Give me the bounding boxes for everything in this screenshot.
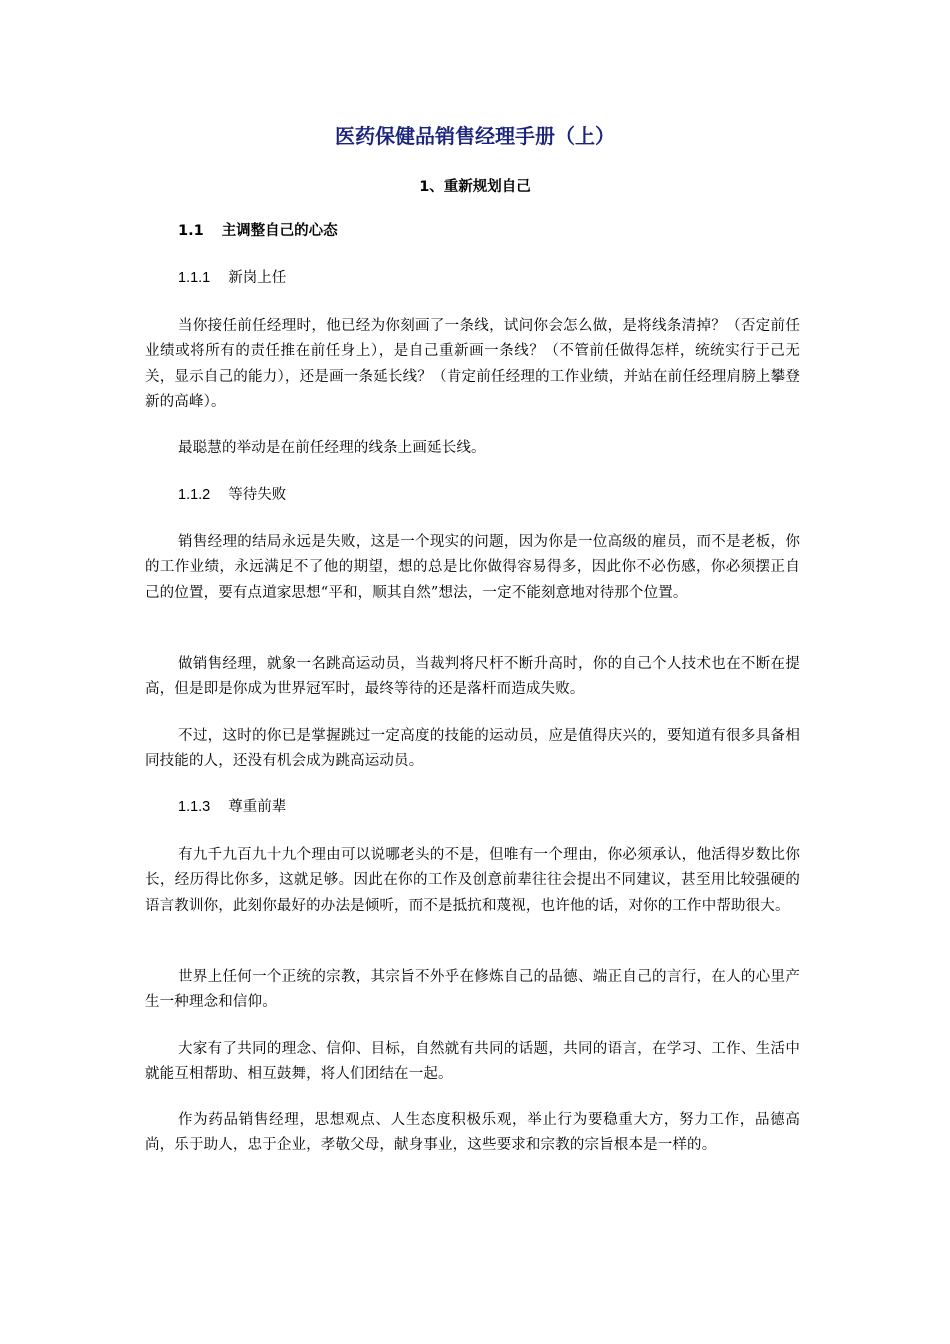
section-number: 1.1.2	[178, 487, 211, 503]
section-heading-1-1-3	[178, 796, 286, 818]
section-heading-1-1-1	[178, 267, 286, 289]
paragraph: 不过，这时的你已是掌握跳过一定高度的技能的运动员，应是值得庆兴的，要知道有很多具备相同技能的人，还没有机会成为跳高运动员。	[145, 728, 800, 770]
section-title: 新岗上任	[228, 270, 287, 286]
document-title: 医药保健品销售经理手册（上）	[335, 124, 615, 148]
paragraph: 作为药品销售经理，思想观点、人生态度积极乐观，举止行为要稳重大方，努力工作，品德高尚，乐于助人，忠于企业，孝敬父母，献身事业，这些要求和宗教的宗旨根本是一样的。	[145, 1112, 800, 1154]
section-number: 1.1.3	[178, 799, 211, 815]
section-heading-1-1-2	[178, 484, 286, 506]
paragraph: 销售经理的结局永远是失败，这是一个现实的问题，因为你是一位高级的雇员，而不是老板，你的工作业绩，永远满足不了他的期望，想的总是比你做得容易得多，因此你不必伤感，你必须摆正自己的位置，要有点道家思想“平和，顺其自然”想法，一定不能刻意地对待那个位置。	[145, 534, 800, 601]
paragraph: 最聪慧的举动是在前任经理的线条上画延长线。	[178, 440, 486, 456]
section-number: 1.1	[178, 223, 204, 239]
paragraph: 做销售经理，就象一名跳高运动员，当裁判将尺杆不断升高时，你的自己个人技术也在不断在提高，但是即是你成为世界冠军时，最终等待的还是落杆而造成失败。	[145, 656, 800, 698]
paragraph: 当你接任前任经理时，他已经为你刻画了一条线，试问你会怎么做，是将线条清掉？（否定前任业绩或将所有的责任推在前任身上），是自己重新画一条线？（不管前任做得怎样，统统实行于己无关，显示自己的能力），还是画一条延长线？（肯定前任经理的工作业绩，并站在前任经理肩膀上攀登新的高峰）。	[145, 318, 800, 410]
section-title: 等待失败	[228, 487, 287, 503]
paragraph: 有九千九百九十九个理由可以说哪老头的不是，但唯有一个理由，你必须承认，他活得岁数比你长，经历得比你多，这就足够。因此在你的工作及创意前辈往往会提出不同建议，甚至用比较强硬的语言教训你，此刻你最好的办法是倾听，而不是抵抗和蔑视，也许他的话，对你的工作中帮助很大。	[145, 847, 800, 914]
section-heading-1-1	[178, 220, 338, 242]
section-number: 1.1.1	[178, 270, 211, 286]
paragraph: 大家有了共同的理念、信仰、目标，自然就有共同的话题，共同的语言，在学习、工作、生活中就能互相帮助、相互鼓舞，将人们团结在一起。	[145, 1041, 800, 1083]
paragraph: 世界上任何一个正统的宗教，其宗旨不外乎在修炼自己的品德、端正自己的言行，在人的心里产生一种理念和信仰。	[145, 969, 800, 1011]
section-heading-1: 1、重新规划自己	[419, 179, 531, 195]
section-title: 尊重前辈	[228, 799, 287, 815]
section-title: 主调整自己的心态	[221, 223, 338, 239]
